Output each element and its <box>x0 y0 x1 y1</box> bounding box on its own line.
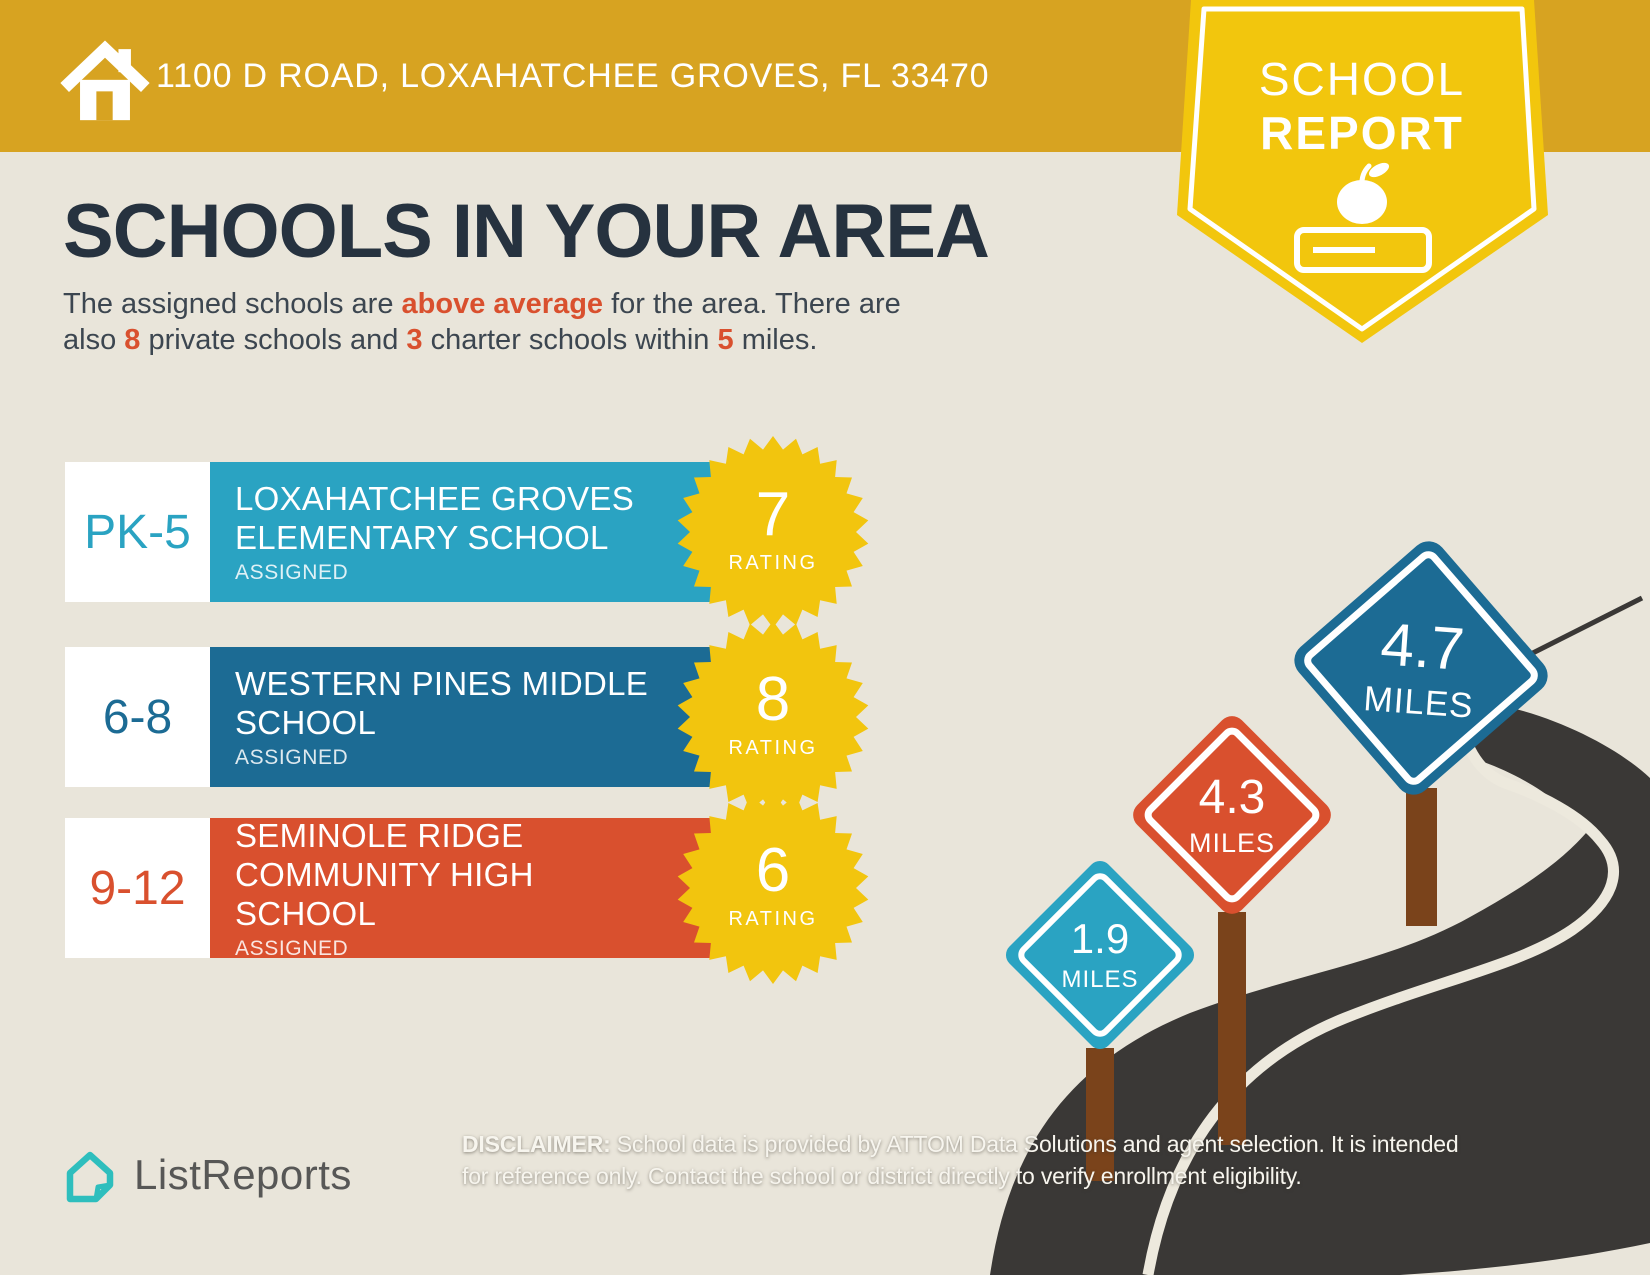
brand-logo-icon <box>58 1143 122 1207</box>
distance-value: 1.9 <box>1070 915 1130 962</box>
school-row-high <box>65 818 945 958</box>
rating-badge <box>675 434 871 630</box>
school-bar <box>210 647 713 787</box>
brand-name: ListReports <box>134 1151 352 1198</box>
school-name: SEMINOLE RIDGE COMMUNITY HIGH SCHOOL <box>235 816 534 932</box>
grade-range: PK-5 <box>84 505 191 559</box>
school-name: LOXAHATCHEE GROVES ELEMENTARY SCHOOL <box>235 480 635 556</box>
brand-logo <box>58 1142 352 1208</box>
disclaimer-line2: for reference only. Contact the school or district directly to verify enrollment eligibility. <box>462 1163 1302 1189</box>
rating-badge-text <box>675 790 871 986</box>
rating-badge <box>675 619 871 815</box>
school-name: WESTERN PINES MIDDLE SCHOOL <box>235 665 649 741</box>
grade-range: 6-8 <box>102 690 173 744</box>
school-status: ASSIGNED <box>235 561 349 584</box>
distance-sign-label <box>1158 741 1306 889</box>
ribbon-line1: SCHOOL <box>1258 53 1466 105</box>
rating-badge-text <box>675 619 871 815</box>
disclaimer-line1: DISCLAIMER: School data is provided by ATTOM Data Solutions and agent selection. It is intended <box>462 1131 1459 1157</box>
distance-sign-label <box>1030 885 1170 1025</box>
school-status: ASSIGNED <box>235 936 349 960</box>
distance-sign-high <box>1127 710 1336 919</box>
school-report-ribbon <box>1177 0 1548 352</box>
property-address: 1100 D ROAD, LOXAHATCHEE GROVES, FL 33470 <box>156 57 990 95</box>
distance-value: 4.7 <box>1378 609 1467 683</box>
disclaimer-text <box>462 1128 1612 1192</box>
sign-post <box>1218 912 1246 1145</box>
grade-range-box <box>65 647 210 787</box>
highlight-private-count: 8 <box>124 324 141 356</box>
grade-range: 9-12 <box>89 861 186 915</box>
rating-label: RATING <box>728 551 818 574</box>
grade-range-box <box>65 462 210 602</box>
school-bar <box>210 462 713 602</box>
summary-text <box>63 286 901 358</box>
ribbon-line2: REPORT <box>1260 107 1464 159</box>
sign-post <box>1406 788 1437 926</box>
school-row-middle <box>65 647 945 787</box>
rating-label: RATING <box>728 907 818 930</box>
rating-value: 8 <box>755 664 791 734</box>
rating-label: RATING <box>728 736 818 759</box>
school-row-elementary <box>65 462 945 602</box>
home-icon <box>57 28 153 124</box>
school-status: ASSIGNED <box>235 746 349 769</box>
school-bar <box>210 818 713 958</box>
grade-range-box <box>65 818 210 958</box>
rating-badge <box>675 790 871 986</box>
summary-line1: The assigned schools are above average for the area. There are <box>63 288 901 320</box>
rating-badge-text <box>675 434 871 630</box>
distance-unit: MILES <box>1188 827 1276 858</box>
distance-unit: MILES <box>1061 966 1139 993</box>
highlight-above-average: above average <box>401 288 604 320</box>
distance-sign-label <box>1320 567 1523 770</box>
distance-value: 4.3 <box>1198 770 1266 824</box>
highlight-charter-count: 3 <box>406 324 423 356</box>
distance-unit: MILES <box>1362 678 1475 726</box>
summary-line2: also 8 private schools and 3 charter schools within 5 miles. <box>63 324 818 356</box>
page-title: SCHOOLS IN YOUR AREA <box>63 189 989 274</box>
rating-value: 7 <box>755 479 791 549</box>
rating-value: 6 <box>755 835 791 905</box>
highlight-miles: 5 <box>717 324 734 356</box>
